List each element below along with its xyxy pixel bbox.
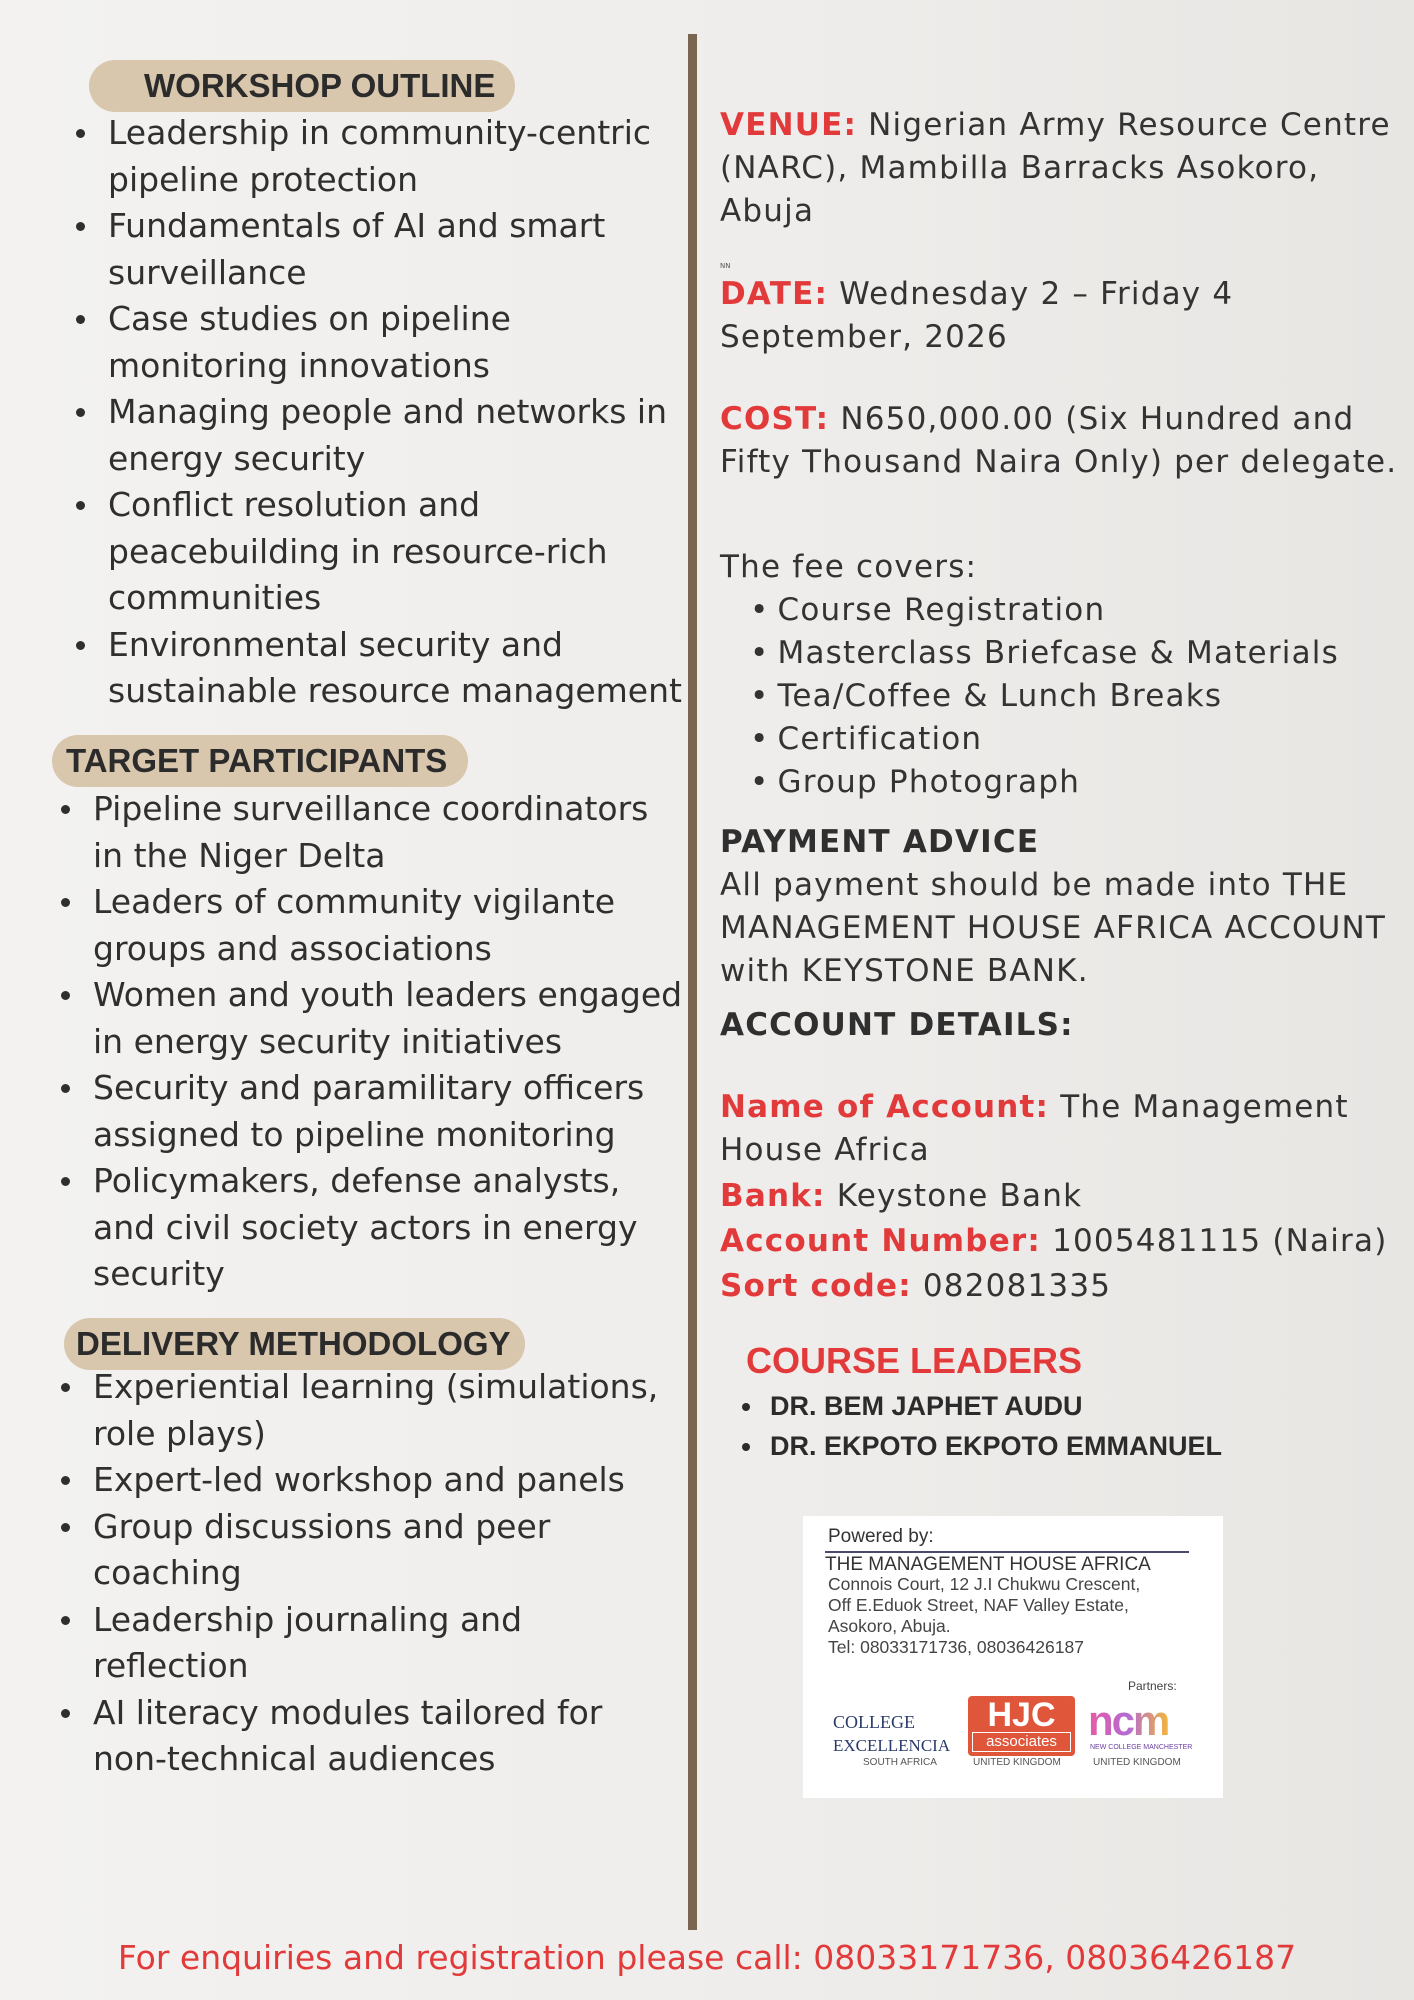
column-divider (688, 34, 697, 1930)
date-block (720, 273, 1400, 359)
payment-advice-heading: PAYMENT ADVICE (720, 824, 1040, 860)
list-item: Leaders of community vigilante groups and associations (93, 879, 683, 972)
list-item: • Course Registration (750, 589, 1339, 632)
tiny-mark: NN (720, 262, 731, 270)
list-item: Policymakers, defense analysts, and civil society actors in energy security (93, 1158, 683, 1298)
delivery-methodology-heading: DELIVERY METHODOLOGY (64, 1318, 525, 1370)
powered-by-card (803, 1516, 1223, 1798)
bank-value: Keystone Bank (836, 1178, 1083, 1214)
sort-code-label: Sort code: (720, 1268, 912, 1304)
bank-row (720, 1175, 1400, 1218)
hjc-logo-text: HJC (987, 1696, 1056, 1734)
country-label: UNITED KINGDOM (1093, 1757, 1181, 1768)
target-participants-heading: TARGET PARTICIPANTS (52, 735, 468, 787)
list-item: Security and paramilitary officers assigned to pipeline monitoring (93, 1065, 683, 1158)
venue-label: VENUE: (720, 107, 858, 143)
account-number-label: Account Number: (720, 1223, 1042, 1259)
country-label: SOUTH AFRICA (863, 1757, 937, 1768)
workshop-outline-list (108, 110, 683, 715)
account-name-row (720, 1086, 1400, 1172)
ncm-logo-text: ncm (1088, 1697, 1169, 1744)
country-label: UNITED KINGDOM (973, 1757, 1061, 1768)
cost-label: COST: (720, 401, 830, 437)
list-item: Leadership in community-centric pipeline protection (108, 110, 683, 203)
account-name-label: Name of Account: (720, 1089, 1050, 1125)
list-item: • Certification (750, 718, 1339, 761)
payment-advice-text: All payment should be made into THE MANAGEMENT HOUSE AFRICA ACCOUNT with KEYSTONE BANK. (720, 867, 1387, 989)
list-item: Expert-led workshop and panels (93, 1457, 683, 1504)
bank-label: Bank: (720, 1178, 826, 1214)
college-logo-line: COLLEGE (833, 1712, 915, 1732)
list-item: DR. EKPOTO EKPOTO EMMANUEL (770, 1426, 1222, 1466)
list-item: AI literacy modules tailored for non-technical audiences (93, 1690, 683, 1783)
college-logo-text (833, 1710, 950, 1757)
account-name-value: The Management House Africa (720, 1089, 1349, 1168)
cost-block (720, 398, 1400, 484)
ncm-logo (1088, 1696, 1200, 1756)
list-item: Group discussions and peer coaching (93, 1504, 683, 1597)
workshop-outline-heading: WORKSHOP OUTLINE (89, 60, 515, 112)
course-leaders-list (770, 1386, 1222, 1466)
sort-code-value: 082081335 (922, 1268, 1112, 1304)
account-details-heading: ACCOUNT DETAILS: (720, 1007, 1074, 1043)
list-item: Leadership journaling and reflection (93, 1597, 683, 1690)
list-item: Pipeline surveillance coordinators in the Niger Delta (93, 786, 683, 879)
enquiries-footer: For enquiries and registration please call: 08033171736, 08036426187 (117, 1938, 1297, 1977)
venue-block (720, 104, 1400, 233)
organization-name: THE MANAGEMENT HOUSE AFRICA (825, 1554, 1151, 1575)
course-leaders-heading: COURSE LEADERS (746, 1340, 1083, 1381)
date-value: Wednesday 2 – Friday 4 September, 2026 (720, 276, 1234, 355)
list-item: • Group Photograph (750, 761, 1339, 804)
partners-label: Partners: (1128, 1679, 1177, 1693)
list-item: Experiential learning (simulations, role plays) (93, 1364, 683, 1457)
list-item: • Masterclass Briefcase & Materials (750, 632, 1339, 675)
address-line: Connois Court, 12 J.I Chukwu Crescent, (828, 1574, 1141, 1594)
list-item: Women and youth leaders engaged in energy security initiatives (93, 972, 683, 1065)
venue-value: Nigerian Army Resource Centre (NARC), Mambilla Barracks Asokoro, Abuja (720, 107, 1391, 229)
list-item: Case studies on pipeline monitoring innovations (108, 296, 683, 389)
date-label: DATE: (720, 276, 829, 312)
college-logo-line: EXCELLENCIA (833, 1736, 951, 1755)
address-line: Off E.Eduok Street, NAF Valley Estate, (828, 1595, 1129, 1615)
address-line: Asokoro, Abuja. (828, 1616, 951, 1636)
organization-address (828, 1574, 1218, 1658)
cost-value: N650,000.00 (Six Hundred and Fifty Thousand Naira Only) per delegate. (720, 401, 1398, 480)
list-item: DR. BEM JAPHET AUDU (770, 1386, 1222, 1426)
college-excellencia-logo (831, 1696, 956, 1756)
fee-list (750, 589, 1339, 804)
list-item: • Tea/Coffee & Lunch Breaks (750, 675, 1339, 718)
list-item: Conflict resolution and peacebuilding in resource-rich communities (108, 482, 683, 622)
ncm-logo-subtext: NEW COLLEGE MANCHESTER (1090, 1744, 1193, 1751)
powered-by-label: Powered by: (828, 1526, 934, 1547)
fee-intro: The fee covers: (720, 549, 978, 585)
hjc-logo-subtext: associates (972, 1732, 1071, 1752)
list-item: Environmental security and sustainable resource management (108, 622, 683, 715)
card-rule (825, 1551, 1189, 1553)
delivery-methodology-list (93, 1364, 683, 1783)
address-line: Tel: 08033171736, 08036426187 (828, 1637, 1084, 1657)
target-participants-list (93, 786, 683, 1298)
hjc-associates-logo (968, 1696, 1075, 1756)
account-number-row (720, 1220, 1400, 1263)
sort-code-row (720, 1265, 1400, 1308)
list-item: Managing people and networks in energy security (108, 389, 683, 482)
account-number-value: 1005481115 (Naira) (1052, 1223, 1388, 1259)
list-item: Fundamentals of AI and smart surveillance (108, 203, 683, 296)
